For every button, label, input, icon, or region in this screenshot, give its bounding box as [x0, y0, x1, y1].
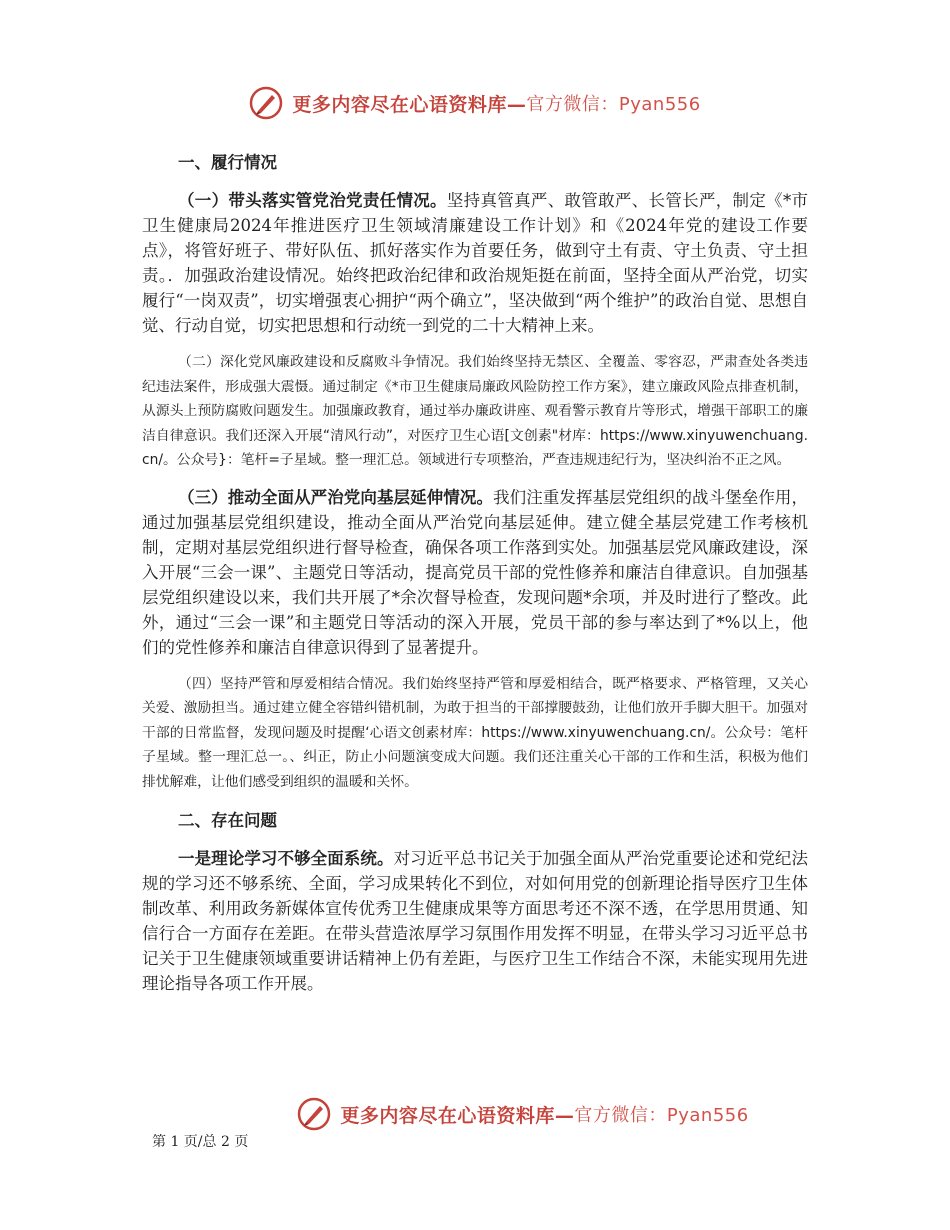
paragraph-1-body: 坚持真管真严、敢管敢严、长管长严，制定《*市卫生健康局2024年推进医疗卫生领域清廉建设工作计划》和《2024年党的建设工作要点》，将管好班子、带好队伍、抓好落实作为首要任务，做到守土有责、守土负责、守土担责。．加强政治建设情况。始终把政治纪律和政治规矩挺在前面，坚持全面从严治党，切实履行“一岗双责”，切实增强衷心拥护“两个确立”，坚决做到“两个维护”的政治自觉、思想自觉、行动自觉，切实把思想和行动统一到党的二十大精神上来。 — [142, 191, 809, 335]
paragraph-2: （二）深化党风廉政建设和反腐败斗争情况。我们始终坚持无禁区、全覆盖、零容忍，严肃查处各类违纪违法案件，形成强大震慑。通过制定《*市卫生健康局廉政风险防控工作方案》，建立廉政风险点排查机制，从源头上预防腐败问题发生。加强廉政教育，通过举办廉政讲座、观看警示教育片等形式，增强干部职工的廉洁自律意识。我们还深入开展“清风行动”，对医疗卫生心语[文创素"材库：https://www.xinyuwenchuang.cn/。公众号}：笔杆=子星域。整一理汇总。领域进行专项整治，严查违规违纪行为，坚决纠治不正之风。 — [142, 354, 808, 468]
footer-banner-text: 更多内容尽在心语资料库— — [340, 1104, 575, 1127]
pen-logo-icon — [249, 86, 283, 120]
footer-banner — [48, 1097, 950, 1131]
page-number: 第 1 页/总 2 页 — [152, 1134, 249, 1150]
paragraph-3-body: 我们注重发挥基层党组织的战斗堡垒作用，通过加强基层党组织建设，推动全面从严治党向基层延伸。建立健全基层党建工作考核机制，定期对基层党组织进行督导检查，确保各项工作落到实处。加强基层党风廉政建设，深入开展“三会一课”、主题党日等活动，提高党员干部的党性修养和廉洁自律意识。自加强基层党组织建设以来，我们共开展了*余次督导检查，发现问题*余项，并及时进行了整改。此外，通过“三会一课”和主题党日等活动的深入开展，党员干部的参与率达到了*%以上，他们的党性修养和廉洁自律意识得到了显著提升。 — [142, 487, 809, 657]
section-heading-2: 二、存在问题 — [178, 811, 277, 830]
pen-logo-icon — [297, 1097, 331, 1131]
header-banner-text: 更多内容尽在心语资料库— — [292, 93, 527, 116]
paragraph-1-lead: （一）带头落实管党治党责任情况。 — [178, 191, 447, 210]
paragraph-5-body: 对习近平总书记关于加强全面从严治党重要论述和党纪法规的学习还不够系统、全面，学习成果转化不到位，对如何用党的创新理论指导医疗卫生体制改革、利用政务新媒体宣传优秀卫生健康成果等方面思考还不深不透，在学思用贯通、知信行合一方面存在差距。在带头营造浓厚学习氛围作用发挥不明显，在带头学习习近平总书记关于卫生健康领域重要讲话精神上仍有差距，与医疗卫生工作结合不深，未能实现用先进理论指导各项工作开展。 — [142, 849, 809, 993]
paragraph-5 — [142, 846, 808, 996]
paragraph-5-lead: 一是理论学习不够全面系统。 — [178, 849, 394, 868]
header-banner — [0, 86, 950, 120]
header-banner-wechat: 官方微信：Pyan556 — [526, 94, 701, 115]
paragraph-4: （四）坚持严管和厚爱相结合情况。我们始终坚持严管和厚爱相结合，既严格要求、严格管理，又关心关爱、激励担当。通过建立健全容错纠错机制，为敢于担当的干部撑腰鼓劲，让他们放开手脚大胆干。加强对干部的日常监督，发现问题及时提醒‘心语文创素材库：https://www.xinyuwenchuang.cn/。公众号：笔杆子星域。整一理汇总一。、纠正，防止小问题演变成大问题。我们还注重关心干部的工作和生活，积极为他们排忧解难，让他们感受到组织的温暖和关怀。 — [142, 675, 808, 790]
paragraph-3-lead: （三）推动全面从严治党向基层延伸情况。 — [178, 487, 494, 507]
paragraph-3 — [142, 485, 808, 660]
footer-banner-wechat: 官方微信：Pyan556 — [574, 1105, 749, 1126]
paragraph-1 — [142, 188, 808, 338]
document-body — [142, 148, 808, 1008]
section-heading-1: 一、履行情况 — [178, 153, 277, 172]
